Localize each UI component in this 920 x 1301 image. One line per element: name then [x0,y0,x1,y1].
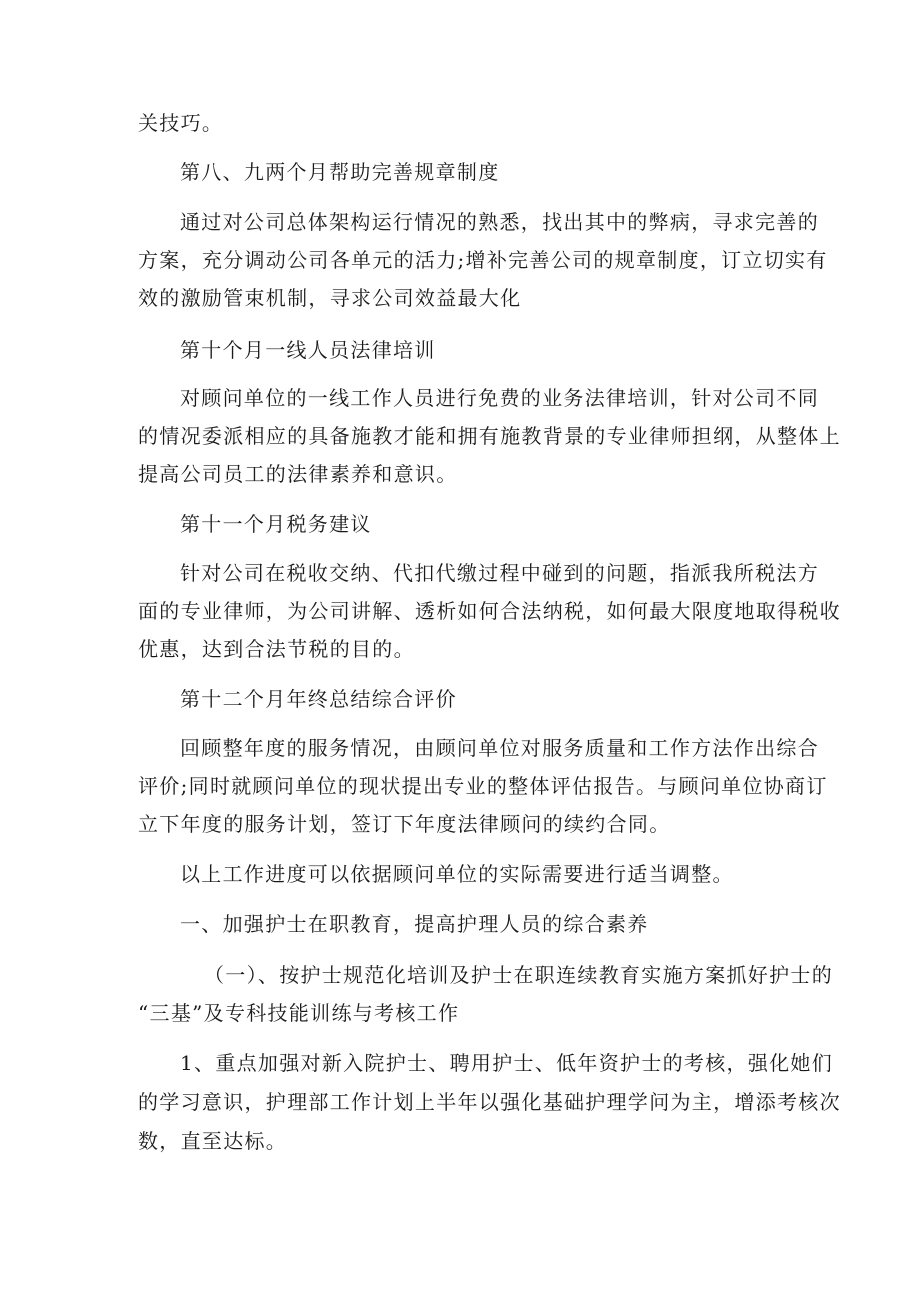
paragraph-line: 对顾问单位的一线工作人员进行免费的业务法律培训，针对公司不同 [180,386,819,410]
subsection-heading: （一）、按护士规范化培训及护士在职连续教育实施方案抓好护士的 [204,963,833,987]
paragraph-line: 通过对公司总体架构运行情况的熟悉，找出其中的弊病，寻求完善的 [180,210,819,234]
paragraph-line: 1、重点加强对新入院护士、聘用护士、低年资护士的考核，强化她们 [180,1051,834,1075]
section-heading: 第十一个月税务建议 [180,512,372,536]
paragraph-line: 针对公司在税收交纳、代扣代缴过程中碰到的问题，指派我所税法方 [180,561,819,585]
section-heading: 第十个月一线人员法律培训 [180,338,436,362]
subsection-heading: “三基”及专科技能训练与考核工作 [138,1001,460,1025]
paragraph-line: 优惠，达到合法节税的目的。 [138,637,415,661]
paragraph-line: 的情况委派相应的具备施教才能和拥有施教背景的专业律师担纲，从整体上 [138,424,841,448]
paragraph-line: 回顾整年度的服务情况，由顾问单位对服务质量和工作方法作出综合 [180,736,819,760]
paragraph-line: 提高公司员工的法律素养和意识。 [138,462,458,486]
paragraph-line: 效的激励管束机制，寻求公司效益最大化 [138,286,522,310]
paragraph-line: 评价;同时就顾问单位的现状提出专业的整体评估报告。与顾问单位协商订 [138,774,828,798]
paragraph-line: 方案，充分调动公司各单元的活力;增补完善公司的规章制度，订立切实有 [138,248,828,272]
paragraph-line: 的学习意识，护理部工作计划上半年以强化基础护理学问为主，增添考核次 [138,1090,841,1114]
section-heading: 第八、九两个月帮助完善规章制度 [180,160,500,184]
paragraph-line: 面的专业律师，为公司讲解、透析如何合法纳税，如何最大限度地取得税收 [138,599,841,623]
text-line-continuation: 关技巧。 [138,111,224,135]
section-heading: 第十二个月年终总结综合评价 [180,687,457,711]
paragraph-line: 立下年度的服务计划，签订下年度法律顾问的续约合同。 [138,812,671,836]
paragraph-line: 以上工作进度可以依据顾问单位的实际需要进行适当调整。 [180,862,734,886]
paragraph-line: 数，直至达标。 [138,1129,288,1153]
section-heading: 一、加强护士在职教育，提高护理人员的综合素养 [180,912,649,936]
